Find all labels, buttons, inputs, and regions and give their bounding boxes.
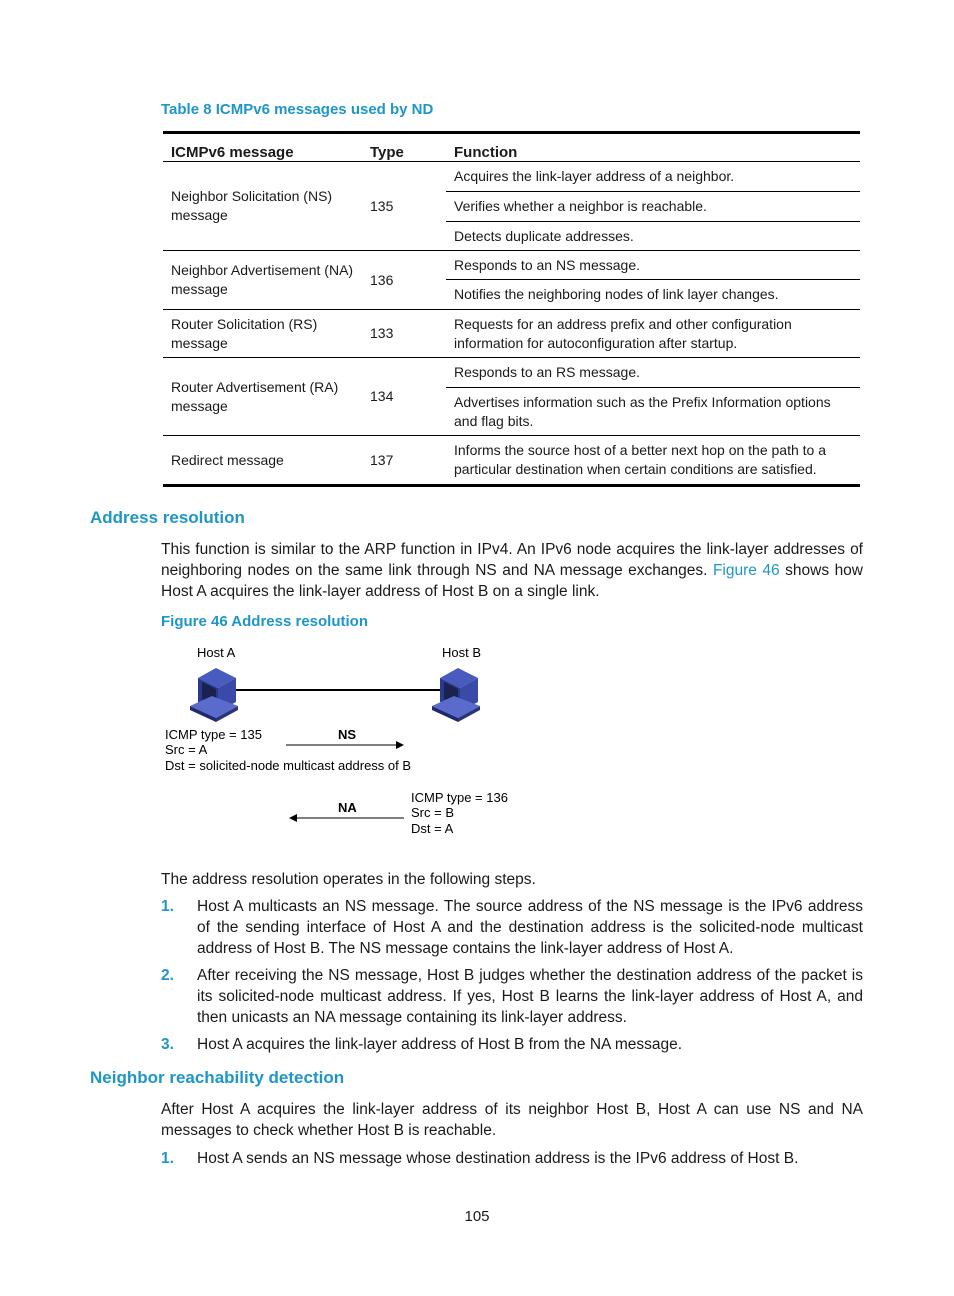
- ns-info-line: Src = A: [165, 742, 208, 757]
- function-cell: Advertises information such as the Prefix Information options and flag bits.: [446, 388, 860, 436]
- type-cell: 136: [362, 251, 446, 310]
- paragraph-text: This function is similar to the ARP function in IPv4. An IPv6 node acquires the link-layer addresses of neighboring nodes on the same link through NS and NA message exchanges.: [161, 541, 863, 579]
- address-resolution-steps: [161, 896, 863, 1061]
- list-item: [161, 896, 863, 959]
- step-text: After receiving the NS message, Host B judges whether the destination address of the packet is its solicited-node multicast address. If yes, Host B learns the link-layer address of Host A, and then unicasts an NA message containing its link-layer address.: [197, 967, 863, 1026]
- ns-label: NS: [338, 727, 357, 742]
- message-cell: Router Advertisement (RA) message: [163, 358, 362, 436]
- figure-caption: Figure 46 Address resolution: [161, 613, 368, 630]
- function-cell: Informs the source host of a better next hop on the path to a particular destination when certain conditions are satisfied.: [446, 436, 860, 486]
- function-cell: Responds to an NS message.: [446, 251, 860, 280]
- function-cell: Responds to an RS message.: [446, 358, 860, 388]
- figure-46-link[interactable]: Figure 46: [712, 562, 780, 579]
- list-item: [161, 965, 863, 1028]
- table-row: [163, 162, 860, 192]
- function-cell: Verifies whether a neighbor is reachable.: [446, 192, 860, 222]
- table-caption: Table 8 ICMPv6 messages used by ND: [161, 101, 434, 118]
- function-cell: Notifies the neighboring nodes of link layer changes.: [446, 280, 860, 310]
- na-label: NA: [338, 800, 357, 815]
- step-number: 1.: [161, 1150, 174, 1167]
- function-cell: Acquires the link-layer address of a neighbor.: [446, 162, 860, 192]
- ns-info-line: Dst = solicited-node multicast address of B: [165, 758, 412, 773]
- step-number: 1.: [161, 898, 174, 915]
- list-item: [161, 1148, 863, 1169]
- message-cell: Redirect message: [163, 436, 362, 486]
- host-b-label: Host B: [442, 645, 482, 660]
- message-cell: Neighbor Solicitation (NS) message: [163, 162, 362, 251]
- na-info-line: ICMP type = 136: [411, 790, 508, 805]
- type-cell: 137: [362, 436, 446, 486]
- table-row: [163, 358, 860, 388]
- step-text: Host A multicasts an NS message. The source address of the NS message is the IPv6 address of the sending interface of Host A and the destination address is the solicited-node multicast address of Host B. The NS message contains the link-layer address of Host A.: [197, 898, 863, 957]
- message-cell: Router Solicitation (RS) message: [163, 310, 362, 358]
- message-cell: Neighbor Advertisement (NA) message: [163, 251, 362, 310]
- step-text: Host A sends an NS message whose destination address is the IPv6 address of Host B.: [197, 1150, 799, 1167]
- host-b-computer-icon: [432, 668, 480, 722]
- page-number: 105: [464, 1208, 490, 1225]
- type-cell: 133: [362, 310, 446, 358]
- steps-intro: The address resolution operates in the following steps.: [161, 871, 536, 888]
- reachability-steps: [161, 1148, 863, 1175]
- host-a-computer-icon: [190, 668, 238, 722]
- reachability-paragraph: After Host A acquires the link-layer address of its neighbor Host B, Host A can use NS and NA messages to check whether Host B is reachable.: [161, 1101, 863, 1139]
- icmpv6-table: [163, 131, 860, 487]
- host-a-label: Host A: [197, 645, 236, 660]
- table-row: [163, 310, 860, 358]
- na-info-line: Src = B: [411, 805, 454, 820]
- function-cell: Detects duplicate addresses.: [446, 222, 860, 251]
- list-item: [161, 1034, 863, 1055]
- table-row: [163, 251, 860, 280]
- section-heading-address-resolution: Address resolution: [90, 508, 245, 527]
- step-number: 2.: [161, 967, 174, 984]
- ns-info-line: ICMP type = 135: [165, 727, 262, 742]
- paragraph-text: shows how Host A acquires the link-layer address of Host B on a single link.: [161, 562, 864, 600]
- type-cell: 134: [362, 358, 446, 436]
- col-header-function: Function: [446, 133, 860, 162]
- type-cell: 135: [362, 162, 446, 251]
- address-resolution-diagram: [160, 640, 530, 845]
- address-resolution-paragraph: [161, 539, 863, 602]
- col-header-message: ICMPv6 message: [163, 133, 362, 162]
- section-heading-neighbor-reachability: Neighbor reachability detection: [90, 1068, 345, 1087]
- col-header-type: Type: [362, 133, 446, 162]
- step-number: 3.: [161, 1036, 174, 1053]
- step-text: Host A acquires the link-layer address of Host B from the NA message.: [197, 1036, 683, 1053]
- table-row: [163, 436, 860, 486]
- na-info-line: Dst = A: [411, 821, 454, 836]
- function-cell: Requests for an address prefix and other configuration information for autoconfiguration after startup.: [446, 310, 860, 358]
